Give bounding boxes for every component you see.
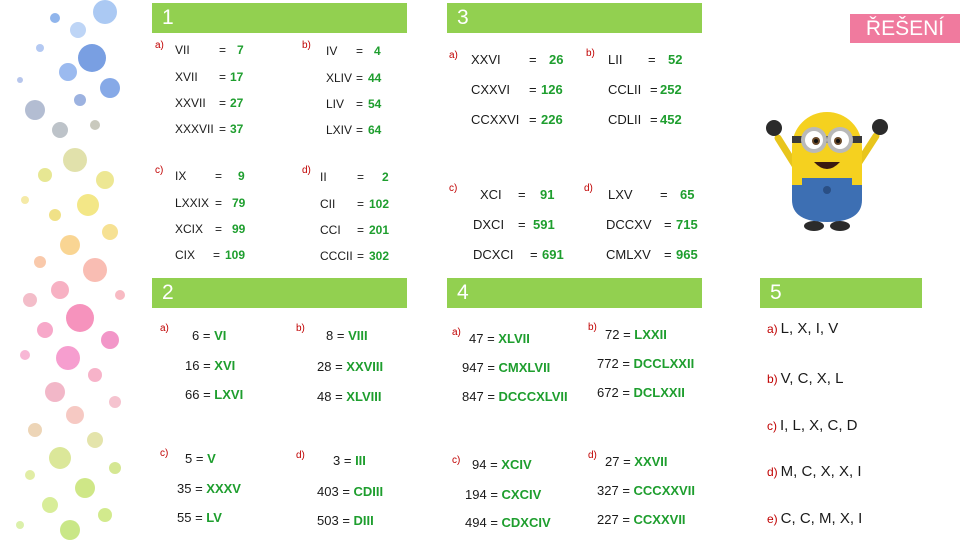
answer-text: DCCLXXII bbox=[633, 356, 695, 371]
answer-text: XVI bbox=[214, 358, 236, 373]
task-label: c) bbox=[155, 165, 164, 176]
answer-text: 691 bbox=[542, 247, 564, 262]
number-text: 403 bbox=[317, 484, 339, 499]
answer-text: 109 bbox=[225, 248, 246, 262]
section-header-3 bbox=[447, 3, 702, 33]
roman-text: DXCI bbox=[473, 217, 505, 232]
answer-text: III bbox=[355, 453, 366, 468]
task-label: c) bbox=[160, 448, 169, 459]
answer-text: CCCXXVII bbox=[633, 483, 695, 498]
roman-text: XXXVII bbox=[175, 122, 214, 136]
answer-item bbox=[767, 510, 862, 527]
number-text: 194 bbox=[465, 487, 487, 502]
answer-text: 452 bbox=[660, 112, 682, 127]
roman-text: LXIV bbox=[326, 123, 353, 137]
equation-row: 35 = XXXV bbox=[177, 481, 241, 496]
equation-row: 47 = XLVII bbox=[469, 331, 530, 346]
answer-text: DCCCXLVII bbox=[498, 389, 568, 404]
roman-text: CMLXV bbox=[606, 247, 651, 262]
section-header-4 bbox=[447, 278, 702, 308]
equation-row: 8 = VIII bbox=[326, 328, 368, 343]
roman-text: XCIX bbox=[175, 222, 204, 236]
roman-text: DCXCI bbox=[473, 247, 514, 262]
section-header-1 bbox=[152, 3, 407, 33]
answer-text: DCLXXII bbox=[633, 385, 685, 400]
roman-text: DCCXV bbox=[606, 217, 652, 232]
equation-row: 28 = XXVIII bbox=[317, 359, 384, 374]
answer-text: 965 bbox=[676, 247, 698, 262]
roman-text: LXXIX bbox=[175, 196, 210, 210]
section-number: 3 bbox=[457, 6, 469, 29]
roman-text: CCLII bbox=[608, 82, 642, 97]
roman-text: XVII bbox=[175, 70, 198, 84]
task-label: d) bbox=[296, 450, 305, 461]
number-text: 327 bbox=[597, 483, 619, 498]
answer-text: M, C, X, X, I bbox=[780, 463, 862, 480]
number-text: 494 bbox=[465, 515, 487, 530]
answer-item bbox=[767, 320, 838, 337]
answer-text: 126 bbox=[541, 82, 563, 97]
answer-text: I, L, X, C, D bbox=[780, 417, 858, 434]
roman-text: CXXVI bbox=[471, 82, 511, 97]
section-header-5 bbox=[760, 278, 922, 308]
roman-text: LII bbox=[608, 52, 623, 67]
answer-text: VIII bbox=[348, 328, 368, 343]
answer-text: CDIII bbox=[353, 484, 384, 499]
answer-text: 4 bbox=[374, 44, 381, 58]
equation-row: 48 = XLVIII bbox=[317, 389, 382, 404]
answer-text: 64 bbox=[368, 123, 382, 137]
answer-text: CCXXVII bbox=[633, 512, 686, 527]
task-label: a) bbox=[449, 50, 458, 61]
answer-text: VI bbox=[214, 328, 227, 343]
number-text: 55 bbox=[177, 510, 192, 525]
equation-row: 55 = LV bbox=[177, 510, 222, 525]
answer-item bbox=[767, 370, 843, 387]
roman-text: CCCII bbox=[320, 249, 353, 263]
roman-text: IX bbox=[175, 169, 187, 183]
number-text: 672 bbox=[597, 385, 619, 400]
number-text: 8 bbox=[326, 328, 334, 343]
answer-text: 715 bbox=[676, 217, 698, 232]
task-label: a) bbox=[452, 327, 461, 338]
equation-row: 72 = LXXII bbox=[605, 327, 667, 342]
equation-row: 5 = V bbox=[185, 451, 216, 466]
answer-item bbox=[767, 463, 862, 480]
answer-text: 79 bbox=[232, 196, 246, 210]
task-label: b) bbox=[767, 372, 778, 386]
answer-text: 65 bbox=[680, 187, 695, 202]
answer-text: CXCIV bbox=[501, 487, 542, 502]
task-label: d) bbox=[767, 465, 778, 479]
answer-text: DIII bbox=[353, 513, 374, 528]
equation-row: 16 = XVI bbox=[185, 358, 236, 373]
answer-text: XXVII bbox=[634, 454, 668, 469]
roman-text: CII bbox=[320, 197, 336, 211]
answer-text: V, C, X, L bbox=[780, 370, 844, 387]
answer-text: 302 bbox=[369, 249, 390, 263]
number-text: 47 bbox=[469, 331, 484, 346]
answer-text: 17 bbox=[230, 70, 244, 84]
answer-text: XLVII bbox=[498, 331, 530, 346]
answer-text: 7 bbox=[237, 43, 244, 57]
answer-text: LV bbox=[206, 510, 222, 525]
section-number: 4 bbox=[457, 281, 469, 304]
number-text: 48 bbox=[317, 389, 332, 404]
equation-row: 6 = VI bbox=[192, 328, 227, 343]
solution-badge: ŘEŠENÍ bbox=[850, 14, 960, 43]
equation-row: 194 = CXCIV bbox=[465, 487, 542, 502]
roman-text: II bbox=[320, 170, 327, 184]
roman-text: LIV bbox=[326, 97, 345, 111]
task-label: b) bbox=[586, 48, 595, 59]
number-text: 94 bbox=[472, 457, 487, 472]
answer-text: 27 bbox=[230, 96, 244, 110]
equation-row: 327 = CCCXXVII bbox=[597, 483, 695, 498]
roman-text: XLIV bbox=[326, 71, 353, 85]
number-text: 6 bbox=[192, 328, 200, 343]
equation-row: 227 = CCXXVII bbox=[597, 512, 686, 527]
answer-text: 54 bbox=[368, 97, 382, 111]
number-text: 27 bbox=[605, 454, 620, 469]
answer-text: 252 bbox=[660, 82, 682, 97]
answer-text: L, X, I, V bbox=[780, 320, 839, 337]
roman-text: VII bbox=[175, 43, 190, 57]
task-label: c) bbox=[452, 455, 461, 466]
equation-row: 66 = LXVI bbox=[185, 387, 244, 402]
equation-row: 672 = DCLXXII bbox=[597, 385, 685, 400]
task-label: c) bbox=[767, 419, 777, 433]
answer-text: 201 bbox=[369, 223, 390, 237]
minion-illustration bbox=[750, 100, 900, 235]
answer-text: 37 bbox=[230, 122, 244, 136]
number-text: 35 bbox=[177, 481, 192, 496]
roman-text: XXVII bbox=[175, 96, 206, 110]
equation-row: 3 = III bbox=[333, 453, 366, 468]
answer-text: 9 bbox=[238, 169, 245, 183]
roman-text: IV bbox=[326, 44, 338, 58]
equation-row: 94 = XCIV bbox=[472, 457, 532, 472]
section-number: 5 bbox=[770, 281, 782, 304]
roman-text: CDLII bbox=[608, 112, 642, 127]
answer-text: 2 bbox=[382, 170, 389, 184]
number-text: 5 bbox=[185, 451, 193, 466]
roman-text: CCXXVI bbox=[471, 112, 520, 127]
task-label: b) bbox=[302, 40, 311, 51]
task-label: d) bbox=[302, 165, 311, 176]
section-header-2 bbox=[152, 278, 407, 308]
roman-text: XCI bbox=[480, 187, 502, 202]
number-text: 3 bbox=[333, 453, 341, 468]
answer-text: 99 bbox=[232, 222, 246, 236]
answer-text: XCIV bbox=[501, 457, 532, 472]
equation-row: 503 = DIII bbox=[317, 513, 374, 528]
roman-text: CIX bbox=[175, 248, 196, 262]
equation-row: 772 = DCCLXXII bbox=[597, 356, 695, 371]
answer-text: 591 bbox=[533, 217, 555, 232]
number-text: 66 bbox=[185, 387, 200, 402]
number-text: 947 bbox=[462, 360, 484, 375]
task-label: d) bbox=[584, 183, 593, 194]
number-text: 16 bbox=[185, 358, 200, 373]
answer-text: XXXV bbox=[206, 481, 241, 496]
answer-text: 26 bbox=[549, 52, 564, 67]
equation-row: 847 = DCCCXLVII bbox=[462, 389, 568, 404]
task-label: b) bbox=[296, 323, 305, 334]
task-label: b) bbox=[588, 322, 597, 333]
equation-row: 494 = CDXCIV bbox=[465, 515, 551, 530]
task-label: d) bbox=[588, 450, 597, 461]
task-label: a) bbox=[155, 40, 164, 51]
answer-text: CDXCIV bbox=[501, 515, 551, 530]
section-number: 1 bbox=[162, 6, 174, 29]
task-label: e) bbox=[767, 512, 778, 526]
section-number: 2 bbox=[162, 281, 174, 304]
answer-text: 226 bbox=[541, 112, 563, 127]
number-text: 72 bbox=[605, 327, 620, 342]
equation-row: 27 = XXVII bbox=[605, 454, 668, 469]
task-label: a) bbox=[767, 322, 778, 336]
roman-text: LXV bbox=[608, 187, 633, 202]
number-text: 227 bbox=[597, 512, 619, 527]
answer-text: CMXLVII bbox=[498, 360, 551, 375]
task-label: c) bbox=[449, 183, 458, 194]
answer-text: LXXII bbox=[634, 327, 667, 342]
equation-row: 403 = CDIII bbox=[317, 484, 384, 499]
number-text: 847 bbox=[462, 389, 484, 404]
answer-text: 91 bbox=[540, 187, 555, 202]
number-text: 503 bbox=[317, 513, 339, 528]
answer-text: LXVI bbox=[214, 387, 244, 402]
answer-text: 52 bbox=[668, 52, 683, 67]
equation-row: 947 = CMXLVII bbox=[462, 360, 551, 375]
roman-text: XXVI bbox=[471, 52, 501, 67]
number-text: 772 bbox=[597, 356, 619, 371]
answer-text: 44 bbox=[368, 71, 382, 85]
answer-text: V bbox=[207, 451, 216, 466]
bokeh-decoration bbox=[0, 0, 150, 540]
answer-text: 102 bbox=[369, 197, 390, 211]
answer-text: XXVIII bbox=[346, 359, 384, 374]
answer-text: C, C, M, X, I bbox=[780, 510, 863, 527]
number-text: 28 bbox=[317, 359, 332, 374]
task-label: a) bbox=[160, 323, 169, 334]
roman-text: CCI bbox=[320, 223, 341, 237]
answer-text: XLVIII bbox=[346, 389, 382, 404]
answer-item bbox=[767, 417, 858, 434]
